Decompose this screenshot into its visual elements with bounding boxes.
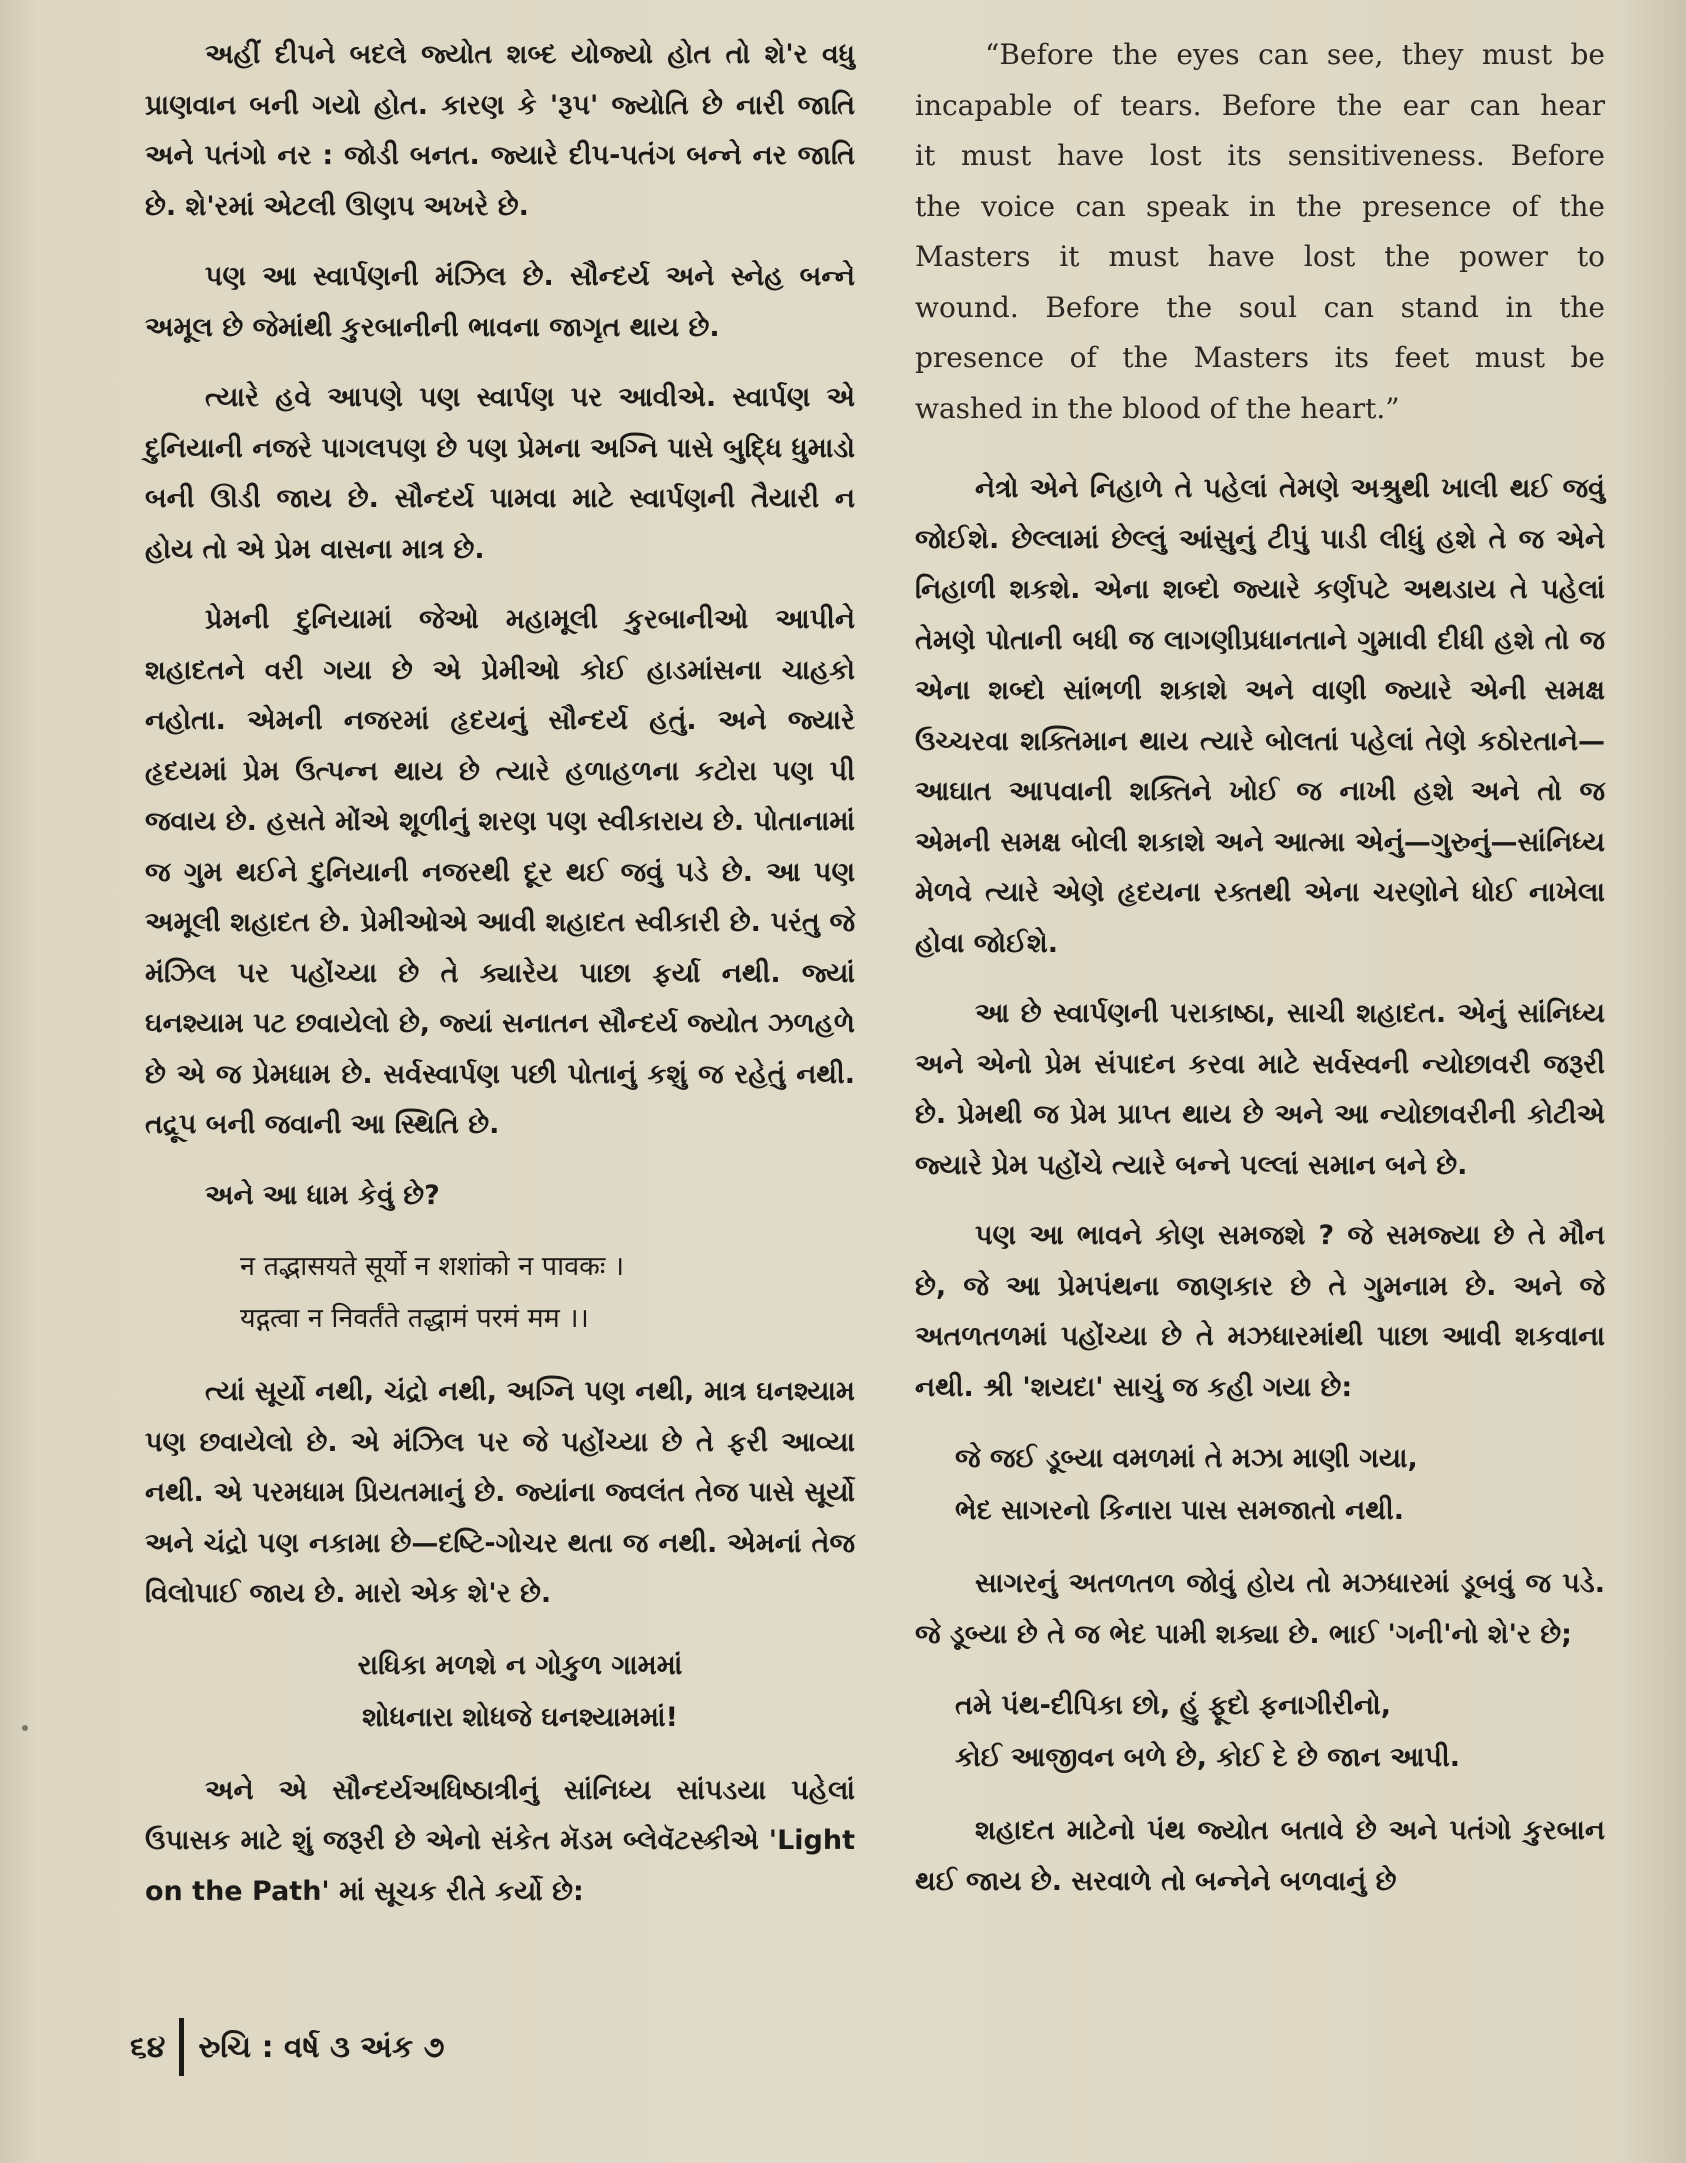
english-quote (915, 30, 1605, 434)
quote-line: “Before the eyes can see, they must be (985, 38, 1605, 71)
paragraph: અહીં દીપને બદલે જ્યોત શબ્દ યોજ્યો હોત તો શે'ર વધુ પ્રાણવાન બની ગયો હોત. કારણ કે 'રૂપ' જ્યોતિ છે નારી જાતિ અને પતંગો નર : જોડી બનત. જ્યારે દીપ-પતંગ બન્ને નર જાતિ છે. શે'રમાં એટલી ઊણપ અખરે છે. (145, 39, 855, 222)
page-number: ૬૪ (130, 2029, 166, 2065)
sanskrit-line: न तद्भासयते सूर्यो न शशांको न पावकः । (240, 1251, 625, 1282)
paragraph: આ છે સ્વાર્પણની પરાકાષ્ઠા, સાચી શહાદત. એનું સાંનિધ્ય અને એનો પ્રેમ સંપાદન કરવા માટે સર્વસ્વની ન્યોછાવરી જરૂરી છે. પ્રેમથી જ પ્રેમ પ્રાપ્ત થાય છે અને આ ન્યોછાવરીની કોટીએ જ્યારે પ્રેમ પહોંચે ત્યારે બન્ને પલ્લાં સમાન બને છે. (915, 998, 1605, 1181)
paragraph: પણ આ ભાવને કોણ સમજશે ? જે સમજ્યા છે તે મૌન છે, જે આ પ્રેમપંથના જાણકાર છે તે ગુમનામ છે. અને જે અતળતળમાં પહોંચ્યા છે તે મઝધારમાંથી પાછા આવી શકવાના નથી. શ્રી 'શયદા' સાચું જ કહી ગયા છે: (915, 1220, 1605, 1403)
right-column (915, 30, 1605, 1927)
page-blemish (22, 1725, 28, 1731)
verse-line: કોઈ આજીવન બળે છે, કોઈ દે છે જાન આપી. (955, 1742, 1460, 1773)
paragraph: પ્રેમની દુનિયામાં જેઓ મહામૂલી કુરબાનીઓ આપીને શહાદતને વરી ગયા છે એ પ્રેમીઓ કોઈ હાડમાંસના ચાહકો નહોતા. એમની નજરમાં હૃદયનું સૌન્દર્ય હતું. અને જ્યારે હૃદયમાં પ્રેમ ઉત્પન્ન થાય છે ત્યારે હળાહળના કટોરા પણ પી જવાય છે. હસતે મોંએ શૂળીનું શરણ પણ સ્વીકારાય છે. પોતાનામાં જ ગુમ થઈને દુનિયાની નજરથી દૂર થઈ જવું પડે છે. આ પણ અમૂલી શહાદત છે. પ્રેમીઓએ આવી શહાદત સ્વીકારી છે. પરંતુ જે મંઝિલ પર પહોંચ્યા છે તે ક્યારેય પાછા ફર્યા નથી. જ્યાં ઘનશ્યામ પટ છવાયેલો છે, જ્યાં સનાતન સૌન્દર્ય જ્યોત ઝળહળે છે એ જ પ્રેમધામ છે. સર્વસ્વાર્પણ પછી પોતાનું કશું જ રહેતું નથી. તદ્રૂપ બની જવાની આ સ્થિતિ છે. (145, 604, 855, 1140)
paragraph: શહાદત માટેનો પંથ જ્યોત બતાવે છે અને પતંગો કુરબાન થઈ જાય છે. સરવાળે તો બન્નેને બળવાનું છે (915, 1815, 1605, 1897)
quote-line: it must have lost its sensitiveness. Before (915, 139, 1605, 172)
page-footer (130, 2018, 445, 2076)
verse-line: રાધિકા મળશે ન ગોકુળ ગામમાં (357, 1649, 683, 1681)
paragraph: ત્યાં સૂર્યો નથી, ચંદ્રો નથી, અગ્નિ પણ નથી, માત્ર ઘનશ્યામ પણ છવાયેલો છે. એ મંઝિલ પર જે પહોંચ્યા છે તે ફરી આવ્યા નથી. એ પરમધામ પ્રિયતમાનું છે. જ્યાંના જ્વલંત તેજ પાસે સૂર્યો અને ચંદ્રો પણ નકામા છે—દષ્ટિ-ગોચર થતા જ નથી. એમનાં તેજ વિલોપાઈ જાય છે. મારો એક શે'ર છે. (145, 1376, 855, 1609)
sher-verse (145, 1640, 855, 1744)
journal-issue: રુચિ : વર્ષ ૩ અંક ૭ (198, 2029, 445, 2065)
verse-line: તમે પંથ-દીપિકા છો, હું ફૂદો ફનાગીરીનો, (955, 1690, 1391, 1721)
paragraph: અને એ સૌન્દર્યઅધિષ્ઠાત્રીનું સાંનિધ્ય સાંપડયા પહેલાં ઉપાસક માટે શું જરૂરી છે એનો સંકેત મૅડમ બ્લેવૅટસ્કીએ 'Light on the Path' માં સૂચક રીતે કર્યો છે: (145, 1774, 855, 1907)
verse-line: જે જઈ ડૂબ્યા વમળમાં તે મઝા માણી ગયા, (955, 1443, 1418, 1474)
paragraph: નેત્રો એને નિહાળે તે પહેલાં તેમણે અશ્રુથી ખાલી થઈ જવું જોઈશે. છેલ્લામાં છેલ્લું આંસુનું ટીપું પાડી લીધું હશે તે જ એને નિહાળી શકશે. એના શબ્દો જ્યારે કર્ણપટે અથડાય તે પહેલાં તેમણે પોતાની બધી જ લાગણીપ્રધાનતાને ગુમાવી દીધી હશે તો જ એના શબ્દો સાંભળી શકાશે અને વાણી જ્યારે એની સમક્ષ ઉચ્ચરવા શક્તિમાન થાય ત્યારે બોલતાં પહેલાં તેણે કઠોરતાને—આઘાત આપવાની શક્તિને ખોઈ જ નાખી હશે અને તો જ એમની સમક્ષ બોલી શકાશે અને આત્મા એનું—ગુરુનું—સાંનિધ્ય મેળવે ત્યારે એણે હૃદયના રક્તથી એના ચરણોને ધોઈ નાખેલા હોવા જોઈશે. (915, 473, 1605, 959)
quote-line: the voice can speak in the presence of the (915, 189, 1605, 223)
quote-line: washed in the blood of the heart.” (915, 391, 1400, 425)
verse-line: ભેદ સાગરનો કિનારા પાસ સમજાતો નથી. (955, 1495, 1404, 1526)
footer-divider (179, 2018, 184, 2076)
sanskrit-verse (240, 1241, 855, 1345)
quote-line: presence of the Masters its feet must be (915, 341, 1605, 374)
paragraph: અને આ ધામ કેવું છે? (205, 1179, 440, 1211)
sanskrit-line: यद्गत्वा न निवर्तंते तद्धामं परमं मम ।। (240, 1303, 589, 1334)
paragraph: પણ આ સ્વાર્પણની મંઝિલ છે. સૌન્દર્ય અને સ્નેહ બન્ને અમૂલ છે જેમાંથી કુરબાનીની ભાવના જાગૃત થાય છે. (145, 261, 855, 343)
quote-line: incapable of tears. Before the ear can hear (915, 88, 1605, 122)
sher-verse (915, 1680, 1605, 1784)
sher-verse (915, 1433, 1605, 1537)
paragraph: સાગરનું અતળતળ જોવું હોય તો મઝધારમાં ડૂબવું જ પડે. જે ડૂબ્યા છે તે જ ભેદ પામી શક્યા છે. ભાઈ 'ગની'નો શે'ર છે; (915, 1568, 1605, 1650)
quote-line: Masters it must have lost the power to (915, 240, 1605, 273)
verse-line: શોધનારા શોધજે ઘનશ્યામમાં! (362, 1701, 678, 1733)
left-column (145, 30, 855, 1937)
quote-line: wound. Before the soul can stand in the (915, 290, 1605, 324)
paragraph: ત્યારે હવે આપણે પણ સ્વાર્પણ પર આવીએ. સ્વાર્પણ એ દુનિયાની નજરે પાગલપણ છે પણ પ્રેમના અગ્નિ પાસે બુદ્ધિ ધુમાડો બની ઊડી જાય છે. સૌન્દર્ય પામવા માટે સ્વાર્પણની તૈયારી ન હોય તો એ પ્રેમ વાસના માત્ર છે. (145, 382, 855, 565)
